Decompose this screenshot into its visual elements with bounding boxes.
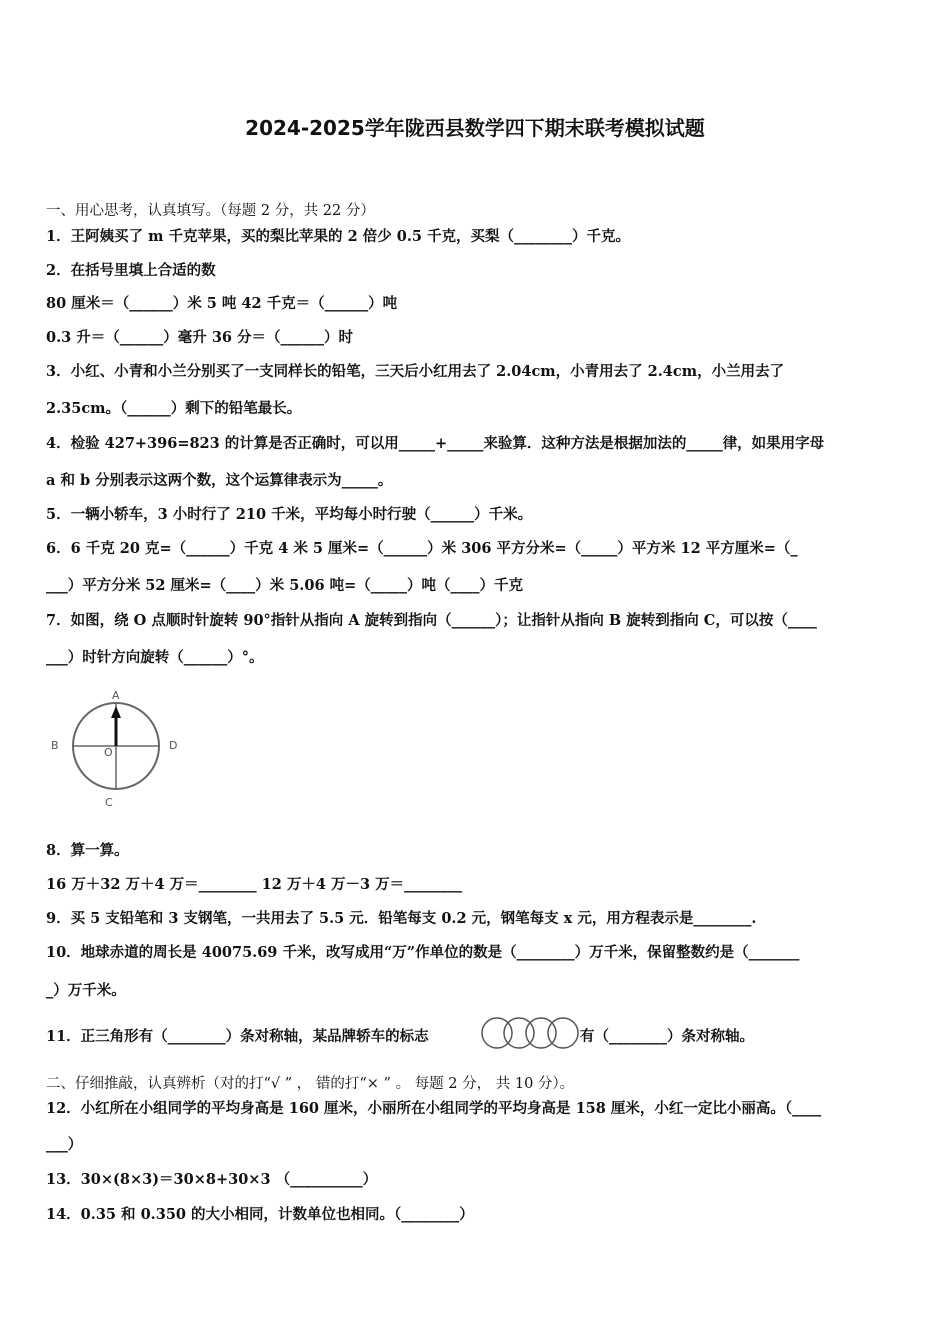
question-4-line-2: a 和 b 分别表示这两个数，这个运算律表示为_____。 (46, 472, 393, 489)
diagram-label-d: D (169, 739, 178, 752)
question-10-line-1: 10．地球赤道的周长是 40075.69 千米，改写成用“万”作单位的数是（________）万千米，保留整数约是（_______ (46, 944, 800, 961)
clock-rotation-diagram (44, 686, 194, 816)
question-2: 2．在括号里填上合适的数 (46, 262, 216, 279)
question-12-line-2: ___） (46, 1136, 83, 1153)
question-8-line-1: 16 万＋32 万＋4 万＝________ 12 万＋4 万－3 万＝________ (46, 876, 463, 893)
question-2-line-1: 80 厘米＝（______）米 5 吨 42 千克＝（______）吨 (46, 295, 398, 312)
question-9: 9．买 5 支铅笔和 3 支钢笔，一共用去了 5.5 元．铅笔每支 0.2 元，钢笔每支 x 元，用方程表示是________. (46, 910, 757, 927)
question-7-line-2: ___）时针方向旋转（______）°。 (46, 649, 264, 666)
question-5: 5．一辆小轿车，3 小时行了 210 千米，平均每小时行驶（______）千米。 (46, 506, 533, 523)
section-one-heading: 一、用心思考，认真填写。（每题 2 分，共 22 分） (46, 203, 375, 219)
diagram-pointer-arrowhead (111, 706, 121, 718)
section-two-heading: 二、仔细推敲，认真辨析（对的打“√ ” ， 错的打“× ” 。 每题 2 分， 共 10 分）。 (46, 1076, 575, 1092)
diagram-label-a: A (112, 689, 120, 702)
diagram-label-o: O (104, 746, 113, 759)
question-8: 8．算一算。 (46, 842, 129, 859)
question-14: 14．0.35 和 0.350 的大小相同，计数单位也相同。（________） (46, 1206, 474, 1223)
question-6-line-2: ___）平方分米 52 厘米=（____）米 5.06 吨=（_____）吨（____）千克 (46, 577, 523, 594)
question-7-line-1: 7．如图，绕 O 点顺时针旋转 90°指针从指向 A 旋转到指向（______）；让指针从指向 B 旋转到指向 C，可以按（____ (46, 612, 817, 629)
question-1: 1．王阿姨买了 m 千克苹果，买的梨比苹果的 2 倍少 0.5 千克，买梨（________）千克。 (46, 228, 631, 245)
car-brand-rings-logo (480, 1015, 580, 1051)
question-11-part-1: 11．正三角形有（________）条对称轴，某品牌轿车的标志 (46, 1028, 429, 1045)
question-3-line-2: 2.35cm。（______）剩下的铅笔最长。 (46, 400, 302, 417)
question-6-line-1: 6．6 千克 20 克=（______）千克 4 米 5 厘米=（______）米 306 平方分米=（_____）平方米 12 平方厘米=（_ (46, 540, 798, 557)
diagram-label-c: C (105, 796, 113, 809)
question-4-line-1: 4．检验 427+396=823 的计算是否正确时，可以用_____+_____来验算．这种方法是根据加法的_____律，如果用字母 (46, 435, 825, 452)
question-2-line-2: 0.3 升＝（______）毫升 36 分＝（______）时 (46, 329, 354, 346)
diagram-label-b: B (51, 739, 59, 752)
question-10-line-2: _）万千米。 (46, 982, 126, 999)
question-13: 13．30×(8×3)＝30×8+30×3 （__________） (46, 1171, 378, 1188)
page-title: 2024-2025学年陇西县数学四下期末联考模拟试题 (245, 116, 705, 140)
question-12-line-1: 12．小红所在小组同学的平均身高是 160 厘米，小丽所在小组同学的平均身高是 158 厘米，小红一定比小丽高。（____ (46, 1100, 822, 1117)
question-3-line-1: 3．小红、小青和小兰分别买了一支同样长的铅笔，三天后小红用去了 2.04cm，小青用去了 2.4cm，小兰用去了 (46, 363, 785, 380)
question-11-part-2: 有（________）条对称轴。 (580, 1028, 754, 1045)
